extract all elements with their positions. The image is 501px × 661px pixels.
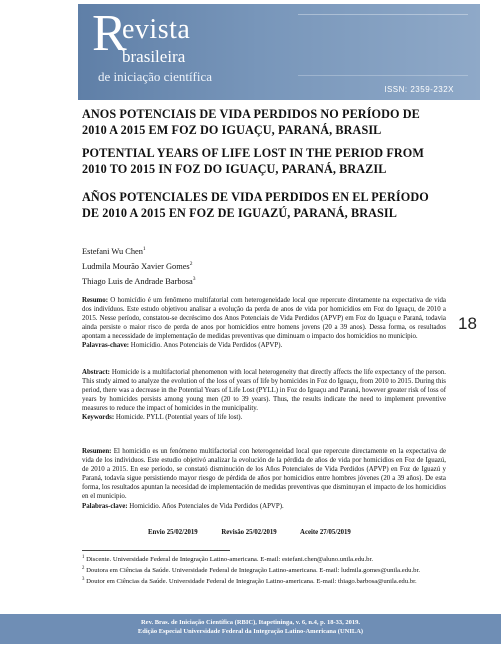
journal-logo-revista: evista	[122, 14, 191, 45]
abstract-block	[82, 368, 446, 423]
abstract-label: Abstract:	[82, 369, 110, 376]
journal-logo-subtitle: de iniciação científica	[98, 69, 213, 84]
footnotes	[82, 554, 446, 586]
author-item: Ludmila Mourão Xavier Gomes$^2$	[82, 260, 193, 271]
abstract-keywords: Homicide. PYLL (Potential years of life lost).	[114, 414, 243, 422]
citation-footer	[0, 614, 501, 644]
resumo-keywords: Homicídio. Anos Potenciais de Vida Perdidos (APVP).	[129, 342, 283, 350]
abstract-text: Homicide is a multifactorial phenomenon with local heterogeneity that directly affects the life expectancy of the person. This study aimed to analyze the evolution of the loss of years of life by homicides in Foz do Iguaçu, from 2010 to 2015. During this period, there was a decrease in the Potential Years of Life Lost (PYLL) in Foz do Iguaçu and Paraná, however greater risk of loss of years by homicides persists among young men (20 to 39 years). Thus, the results indicate the need to implement preventive measures to reduce the impact of homicides in the municipality.	[82, 369, 446, 413]
title-spanish: AÑOS POTENCIALES DE VIDA PERDIDOS EN EL PERÍODO DE 2010 A 2015 EN FOZ DE IGUAZÚ, PARANÁ, BRASIL	[82, 190, 429, 220]
author-list	[82, 243, 195, 287]
date-aceite: Aceite 27/05/2019	[300, 529, 351, 536]
author-item: Estefani Wu Chen$^1$	[82, 246, 146, 256]
resumen-keywords-label: Palabras-clave:	[82, 502, 128, 510]
resumen-label: Resumen:	[82, 448, 112, 455]
resumo-block	[82, 296, 446, 351]
journal-issn: ISSN: 2359-232X	[384, 85, 454, 94]
title-portuguese: ANOS POTENCIAIS DE VIDA PERDIDOS NO PERÍODO DE 2010 A 2015 EM FOZ DO IGUAÇU, PARANÁ, BRASIL	[82, 107, 420, 137]
abstract-keywords-label: Keywords:	[82, 414, 115, 422]
resumo-label: Resumo:	[82, 297, 109, 304]
resumen-block	[82, 447, 446, 511]
footnote-divider	[82, 550, 230, 551]
journal-banner	[78, 4, 480, 100]
footer-citation: Rev. Bras. de Iniciação Científica (RBIC), Itapetininga, v. 6, n.4, p. 18-33, 2019.	[140, 619, 361, 626]
date-revisao: Revisão 25/02/2019	[221, 529, 277, 536]
journal-logo-initial: R	[92, 5, 127, 62]
page-number: 18	[458, 314, 477, 333]
date-envio: Envio 25/02/2019	[148, 529, 198, 536]
resumo-text: O homicídio é um fenômeno multifatorial com heterogeneidade local que repercute diretamente na expectativa de vida dos indivíduos. Este estudo objetivou analisar a evolução da perda de anos de vida por homicídios em Foz do Iguaçu, de 2010 a 2015. Nesse período, constatou-se decréscimo dos Anos Potenciais de Vida Perdidos (APVP) em Foz do Iguaçu e Paraná, todavia ainda persiste o maior risco de perda de anos por homicídios entre homens jovens (20 a 39 anos). Dessa forma, os resultados apontam a necessidade de implementação de medidas preventivas que diminuam o impacto dos homicídios no município.	[82, 297, 446, 341]
resumo-keywords-label: Palavras-chave:	[82, 342, 130, 350]
footnote-item: $^1$ Discente. Universidade Federal de Integração Latino-americana. E-mail: estefani.chen@aluno.unila.edu.br.	[82, 555, 373, 564]
banner-decoration	[298, 14, 468, 76]
submission-dates	[148, 529, 373, 536]
resumen-text: El homicidio es un fenómeno multifactorial con heterogeneidad local que repercute directamente en la expectativa de vida de los individuos. Este estudio objetivó analizar la evolución de la pérdida de años de vida por homicidios en Foz de Iguazú, de 2010 a 2015. En ese período, se constató disminución de los Años Potenciales de Vida Perdidos (APVP) en Foz de Iguazú y Paraná, todavía sigue persistiendo mayor riesgo de pérdida de años por homicidios entre hombres jóvenes (20 a 39 años). De esta forma, los resultados apuntan la necesidad de implementación de medidas preventivas que disminuyan el impacto de los homicidios en el municipio.	[82, 448, 446, 501]
resumen-keywords: Homicidio. Años Potenciales de Vida Perdidos (APVP).	[127, 502, 284, 510]
footnote-item: $^2$ Doutora em Ciências da Saúde. Universidade Federal de Integração Latino-americana. E-mail: ludmila.gomes@unila.edu.br.	[82, 565, 420, 575]
title-english: POTENTIAL YEARS OF LIFE LOST IN THE PERIOD FROM 2010 TO 2015 IN FOZ DO IGUAÇU, PARANÁ, BRAZIL	[82, 146, 424, 176]
journal-logo-brasileira: brasileira	[122, 47, 186, 66]
author-item: Thiago Luis de Andrade Barbosa$^3$	[82, 275, 196, 286]
footnote-item: $^3$ Doutor em Ciências da Saúde. Universidade Federal de Integração Latino-americana. E-mail: thiago.barbosa@unila.edu.br.	[82, 576, 417, 585]
footer-edition: Edição Especial Universidade Federal da Integração Latino-Americana (UNILA)	[137, 628, 364, 635]
